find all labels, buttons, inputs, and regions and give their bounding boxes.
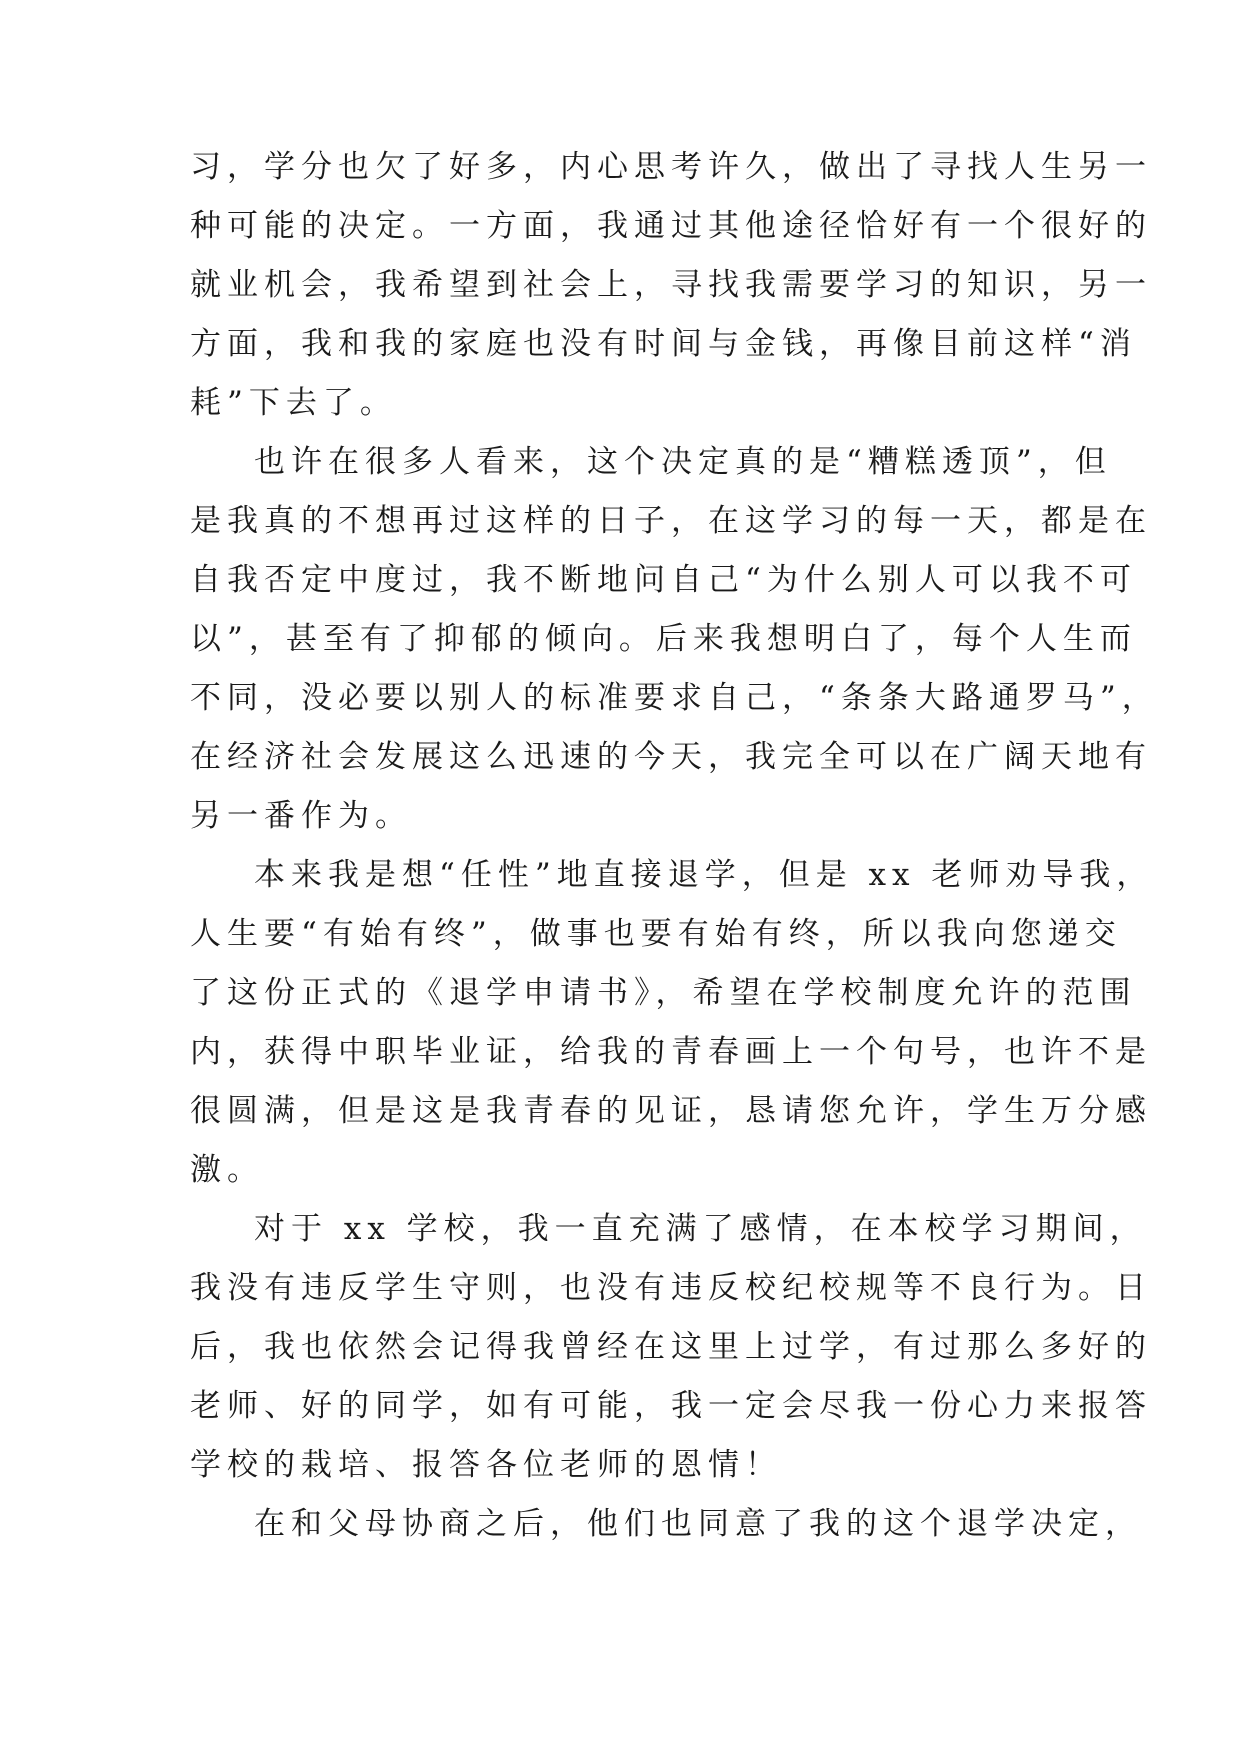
text-line: 人生要“有始有终”，做事也要有始有终，所以我向您递交 — [190, 916, 1122, 952]
text-line: 后，我也依然会记得我曾经在这里上过学，有过那么多好的 — [190, 1329, 1152, 1365]
text-line: 学校的栽培、报答各位老师的恩情！ — [190, 1447, 782, 1483]
text-line: 激。 — [190, 1152, 264, 1188]
paragraph — [190, 1495, 1142, 1554]
text-line: 另一番作为。 — [190, 798, 412, 834]
paragraph — [190, 1200, 1152, 1495]
paragraph — [190, 846, 1154, 1200]
text-line: 习，学分也欠了好多，内心思考许久，做出了寻找人生另一 — [190, 149, 1152, 185]
text-line: 自我否定中度过，我不断地问自己“为什么别人可以我不可 — [190, 562, 1137, 598]
text-line: 就业机会，我希望到社会上，寻找我需要学习的知识，另一 — [190, 267, 1152, 303]
text-line: 耗”下去了。 — [190, 385, 397, 421]
paragraph — [190, 138, 1152, 433]
text-line: 在和父母协商之后，他们也同意了我的这个退学决定， — [254, 1506, 1142, 1542]
text-line: 不同，没必要以别人的标准要求自己，“条条大路通罗马”， — [190, 680, 1159, 716]
text-line: 老师、好的同学，如有可能，我一定会尽我一份心力来报答 — [190, 1388, 1152, 1424]
text-line: 了这份正式的《退学申请书》，希望在学校制度允许的范围 — [190, 975, 1137, 1011]
text-line: 很圆满，但是这是我青春的见证，恳请您允许，学生万分感 — [190, 1093, 1152, 1129]
text-line: 是我真的不想再过这样的日子，在这学习的每一天，都是在 — [190, 503, 1152, 539]
paragraph — [190, 433, 1159, 846]
text-line: 种可能的决定。一方面，我通过其他途径恰好有一个很好的 — [190, 208, 1152, 244]
text-line: 方面，我和我的家庭也没有时间与金钱，再像目前这样“消 — [190, 326, 1137, 362]
text-line: 以”，甚至有了抑郁的倾向。后来我想明白了，每个人生而 — [190, 621, 1137, 657]
document-body — [190, 138, 1159, 1554]
text-line: 我没有违反学生守则，也没有违反校纪校规等不良行为。日 — [190, 1270, 1152, 1306]
text-line: 在经济社会发展这么迅速的今天，我完全可以在广阔天地有 — [190, 739, 1152, 775]
text-line: 也许在很多人看来，这个决定真的是“糟糕透顶”，但 — [254, 444, 1112, 480]
text-line: 对于 xx 学校，我一直充满了感情，在本校学习期间， — [254, 1211, 1147, 1247]
text-line: 本来我是想“任性”地直接退学，但是 xx 老师劝导我， — [254, 857, 1154, 893]
text-line: 内，获得中职毕业证，给我的青春画上一个句号，也许不是 — [190, 1034, 1152, 1070]
